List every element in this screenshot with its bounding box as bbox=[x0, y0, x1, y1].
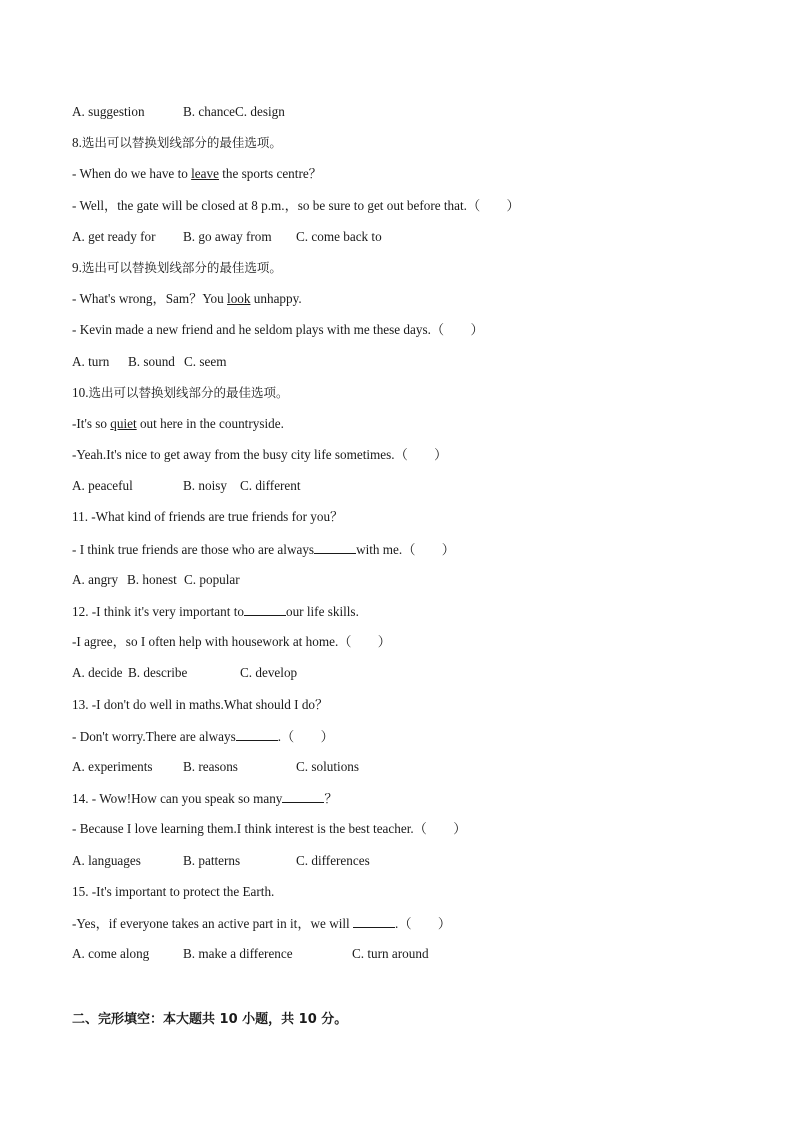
q10-option-b: B. noisy bbox=[183, 478, 227, 494]
q12-option-c: C. develop bbox=[240, 665, 298, 681]
q10-number: 10. bbox=[72, 384, 89, 400]
q12-line1-post: our life skills. bbox=[285, 604, 359, 619]
q14-option-c: C. differences bbox=[296, 852, 370, 868]
q8-option-b: B. go away from bbox=[183, 228, 272, 244]
q8-line1-pre: - When do we have to bbox=[72, 166, 192, 182]
q14-line2: - Because I love learning them.I think interest is the best teacher.（ ） bbox=[72, 821, 467, 837]
q8-line1-post: the sports centre？ bbox=[218, 166, 322, 182]
q15-line2-post: .（ ） bbox=[395, 915, 452, 931]
q12-line1 bbox=[72, 601, 732, 632]
q9-line1 bbox=[72, 289, 732, 320]
q13-option-c: C. solutions bbox=[296, 758, 360, 774]
q12-answer-blank bbox=[244, 601, 286, 616]
q10-line2: -Yeah.It's nice to get away from the busy city life sometimes.（ ） bbox=[72, 447, 448, 463]
q13-answer-blank bbox=[236, 726, 278, 741]
q10-instruction-text: 选出可以替换划线部分的最佳选项。 bbox=[88, 384, 289, 400]
q8-option-a: A. get ready for bbox=[72, 228, 156, 244]
q14-line1-post: ？ bbox=[324, 791, 338, 807]
q15-option-b: B. make a difference bbox=[183, 946, 293, 962]
q10-option-c: C. different bbox=[240, 478, 301, 494]
q8-number: 8. bbox=[72, 135, 82, 151]
q10-line1-post: out here in the countryside. bbox=[136, 415, 284, 431]
q13-options bbox=[72, 757, 732, 788]
q11-line2-pre: - I think true friends are those who are always bbox=[72, 541, 315, 557]
q10-line1 bbox=[72, 414, 732, 445]
q9-line1-pre: - What's wrong，Sam？You bbox=[72, 291, 228, 307]
q13-line2 bbox=[72, 726, 732, 757]
q11-line1: 11. -What kind of friends are true friends for you？ bbox=[72, 509, 344, 525]
q9-instruction-text: 选出可以替换划线部分的最佳选项。 bbox=[81, 259, 282, 275]
q8-line1 bbox=[72, 164, 732, 195]
q12-line1-pre: 12. -I think it's very important to bbox=[72, 604, 244, 619]
q15-line2-pre: -Yes，if everyone takes an active part in it，we will bbox=[72, 915, 354, 931]
q11-option-a: A. angry bbox=[72, 571, 119, 587]
q11-option-c: C. popular bbox=[184, 571, 240, 587]
q15-line2 bbox=[72, 913, 732, 944]
section-heading-cloze: 二、完形填空：本大题共 10 小题，共 10 分。 bbox=[72, 1012, 348, 1027]
q9-options bbox=[72, 352, 732, 383]
q10-options bbox=[72, 476, 732, 507]
q11-options bbox=[72, 570, 732, 601]
q12-option-b: B. describe bbox=[128, 665, 188, 681]
q9-line2: - Kevin made a new friend and he seldom plays with me these days.（ ） bbox=[72, 322, 484, 338]
q10-instruction bbox=[72, 383, 732, 414]
q14-options bbox=[72, 851, 732, 882]
q7-options bbox=[72, 102, 732, 133]
q15-option-a: A. come along bbox=[72, 946, 150, 962]
q10-line1-pre: -It's so bbox=[72, 415, 111, 431]
q7-option-b: B. chanceC. design bbox=[183, 104, 285, 119]
question-list bbox=[72, 102, 732, 975]
q14-answer-blank bbox=[282, 788, 324, 803]
q11-line2-post: with me.（ ） bbox=[356, 541, 455, 557]
q9-option-b: B. sound bbox=[128, 353, 175, 369]
q13-line2-post: .（ ） bbox=[277, 728, 334, 744]
q8-line2: - Well，the gate will be closed at 8 p.m.，so be sure to get out before that.（ ） bbox=[72, 197, 520, 213]
q10-underlined-word: quiet bbox=[110, 415, 137, 431]
q15-answer-blank bbox=[353, 913, 395, 928]
q11-answer-blank bbox=[314, 539, 356, 554]
q13-option-a: A. experiments bbox=[72, 758, 153, 774]
q14-line1 bbox=[72, 788, 732, 819]
q9-instruction bbox=[72, 258, 732, 289]
q7-option-a: A. suggestion bbox=[72, 104, 145, 119]
q14-line1-pre: 14. - Wow!How can you speak so many bbox=[72, 791, 283, 807]
q15-option-c: C. turn around bbox=[352, 946, 429, 962]
q14-option-b: B. patterns bbox=[183, 852, 241, 868]
q13-line1: 13. -I don't do well in maths.What should I do？ bbox=[72, 696, 329, 712]
q9-option-c: C. seem bbox=[184, 353, 227, 369]
q10-option-a: A. peaceful bbox=[72, 478, 133, 494]
q9-number: 9. bbox=[72, 259, 82, 275]
q15-line1: 15. -It's important to protect the Earth. bbox=[72, 883, 275, 899]
q9-option-a: A. turn bbox=[72, 353, 110, 369]
q12-line2: -I agree，so I often help with housework at home.（ ） bbox=[72, 634, 391, 650]
q8-options bbox=[72, 227, 732, 258]
q12-option-a: A. decide bbox=[72, 665, 123, 681]
q14-option-a: A. languages bbox=[72, 852, 141, 868]
q13-line2-pre: - Don't worry.There are always bbox=[72, 728, 236, 744]
q11-option-b: B. honest bbox=[127, 571, 177, 587]
q15-options bbox=[72, 944, 732, 975]
q8-underlined-word: leave bbox=[191, 166, 219, 182]
q8-instruction bbox=[72, 133, 732, 164]
q11-line2 bbox=[72, 539, 732, 570]
q8-instruction-text: 选出可以替换划线部分的最佳选项。 bbox=[81, 135, 282, 151]
q9-underlined-word: look bbox=[227, 291, 251, 307]
q12-options bbox=[72, 663, 732, 694]
q8-option-c: C. come back to bbox=[296, 228, 382, 244]
q9-line1-post: unhappy. bbox=[250, 291, 302, 307]
q13-option-b: B. reasons bbox=[183, 758, 238, 774]
